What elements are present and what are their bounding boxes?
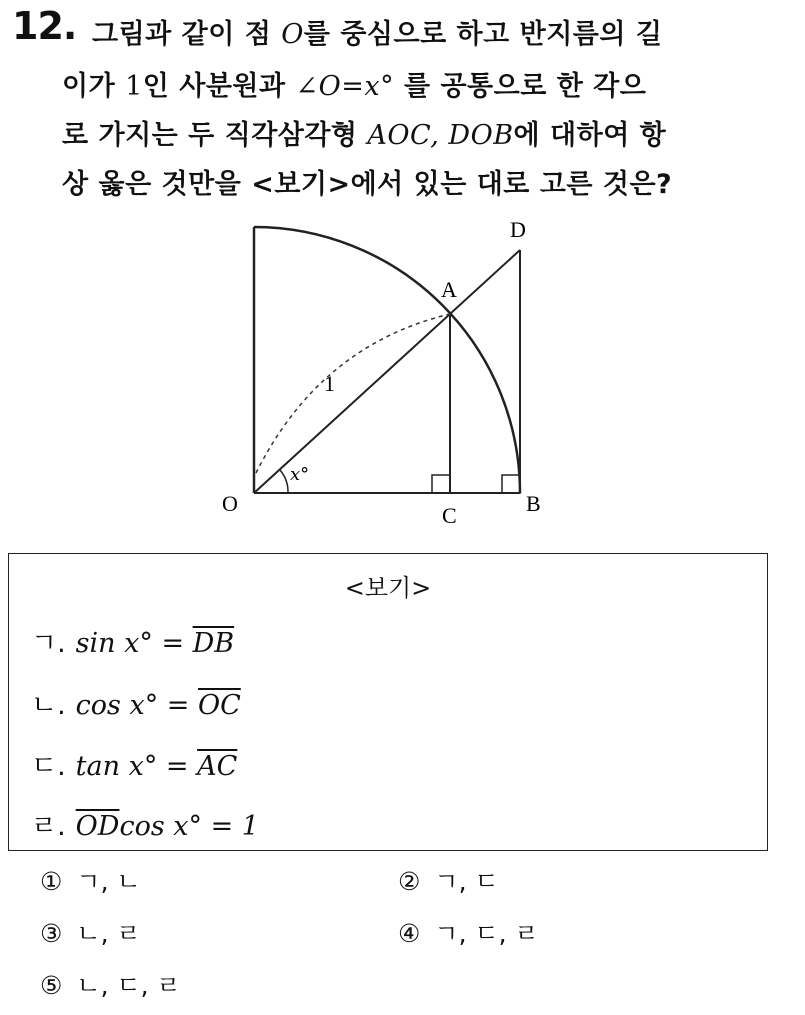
angle-arc-mark — [280, 470, 288, 493]
triangle-names: AOC, DOB — [367, 120, 514, 151]
choice-5[interactable] — [40, 966, 181, 1002]
question-line-3 — [62, 113, 666, 152]
item-segment: $\overline{OC}$ — [198, 690, 241, 721]
choice-number: ③ — [40, 919, 63, 948]
item-expression: cos x° = — [75, 690, 199, 721]
question-text: 를 중심으로 하고 반지름의 길 — [303, 19, 663, 50]
item-segment: $\overline{OD}$ — [75, 811, 120, 842]
question-line-4: 상 옳은 것만을 <보기>에서 있는 대로 고른 것은? — [62, 169, 673, 200]
line-od — [254, 250, 520, 493]
choice-number: ① — [40, 867, 63, 896]
label-c: C — [442, 503, 457, 525]
item-marker: ㄴ. — [31, 690, 66, 721]
label-o: O — [222, 491, 238, 516]
point-o-label: O — [281, 19, 304, 50]
bogi-title: <보기> — [344, 574, 432, 602]
right-angle-mark-b — [502, 475, 520, 493]
question-line-1 — [92, 12, 662, 51]
item-marker: ㄹ. — [31, 811, 66, 842]
radius-brace — [256, 314, 450, 473]
choice-text: ㄴ, ㄹ — [76, 919, 141, 948]
radius-value: 1 — [125, 71, 143, 102]
choice-4[interactable] — [398, 914, 539, 950]
question-number: 12. — [12, 4, 77, 48]
bogi-item-1 — [31, 621, 234, 660]
choice-text: ㄱ, ㄴ — [76, 867, 141, 896]
question-text: 이가 — [62, 71, 126, 102]
item-marker: ㄱ. — [31, 628, 66, 659]
question-text: 를 공통으로 한 각으 — [394, 71, 647, 102]
quarter-circle-figure — [200, 205, 560, 525]
choice-text: ㄱ, ㄷ — [434, 867, 499, 896]
item-expression: sin x° = — [75, 628, 193, 659]
question-text: 에 대하여 항 — [513, 120, 667, 151]
bogi-item-2 — [31, 683, 241, 722]
item-marker: ㄷ. — [31, 751, 66, 782]
bogi-box — [8, 553, 768, 851]
label-a: A — [441, 277, 457, 302]
choice-text: ㄱ, ㄷ, ㄹ — [434, 919, 539, 948]
label-radius: 1 — [324, 371, 335, 396]
bogi-item-4 — [31, 804, 259, 843]
label-d: D — [510, 217, 526, 242]
question-line-2 — [62, 64, 646, 103]
choice-2[interactable] — [398, 862, 499, 898]
quarter-arc — [254, 227, 520, 493]
question-text: 로 가지는 두 직각삼각형 — [62, 120, 368, 151]
choice-text: ㄴ, ㄷ, ㄹ — [76, 971, 181, 1000]
choice-3[interactable] — [40, 914, 141, 950]
item-expression: cos x° = 1 — [119, 811, 259, 842]
item-segment: $\overline{AC}$ — [197, 751, 238, 782]
item-segment: $\overline{DB}$ — [192, 628, 235, 659]
label-angle: x° — [290, 464, 310, 485]
right-angle-mark-c — [432, 475, 450, 493]
angle-expression: ∠O=x° — [295, 71, 395, 102]
item-expression: tan x° = — [75, 751, 198, 782]
choice-1[interactable] — [40, 862, 141, 898]
question-text: 인 사분원과 — [142, 71, 296, 102]
choice-number: ② — [398, 867, 421, 896]
label-b: B — [526, 491, 541, 516]
question-text: 그림과 같이 점 — [92, 19, 282, 50]
choice-number: ④ — [398, 919, 421, 948]
choice-number: ⑤ — [40, 971, 63, 1000]
bogi-item-3 — [31, 744, 237, 783]
